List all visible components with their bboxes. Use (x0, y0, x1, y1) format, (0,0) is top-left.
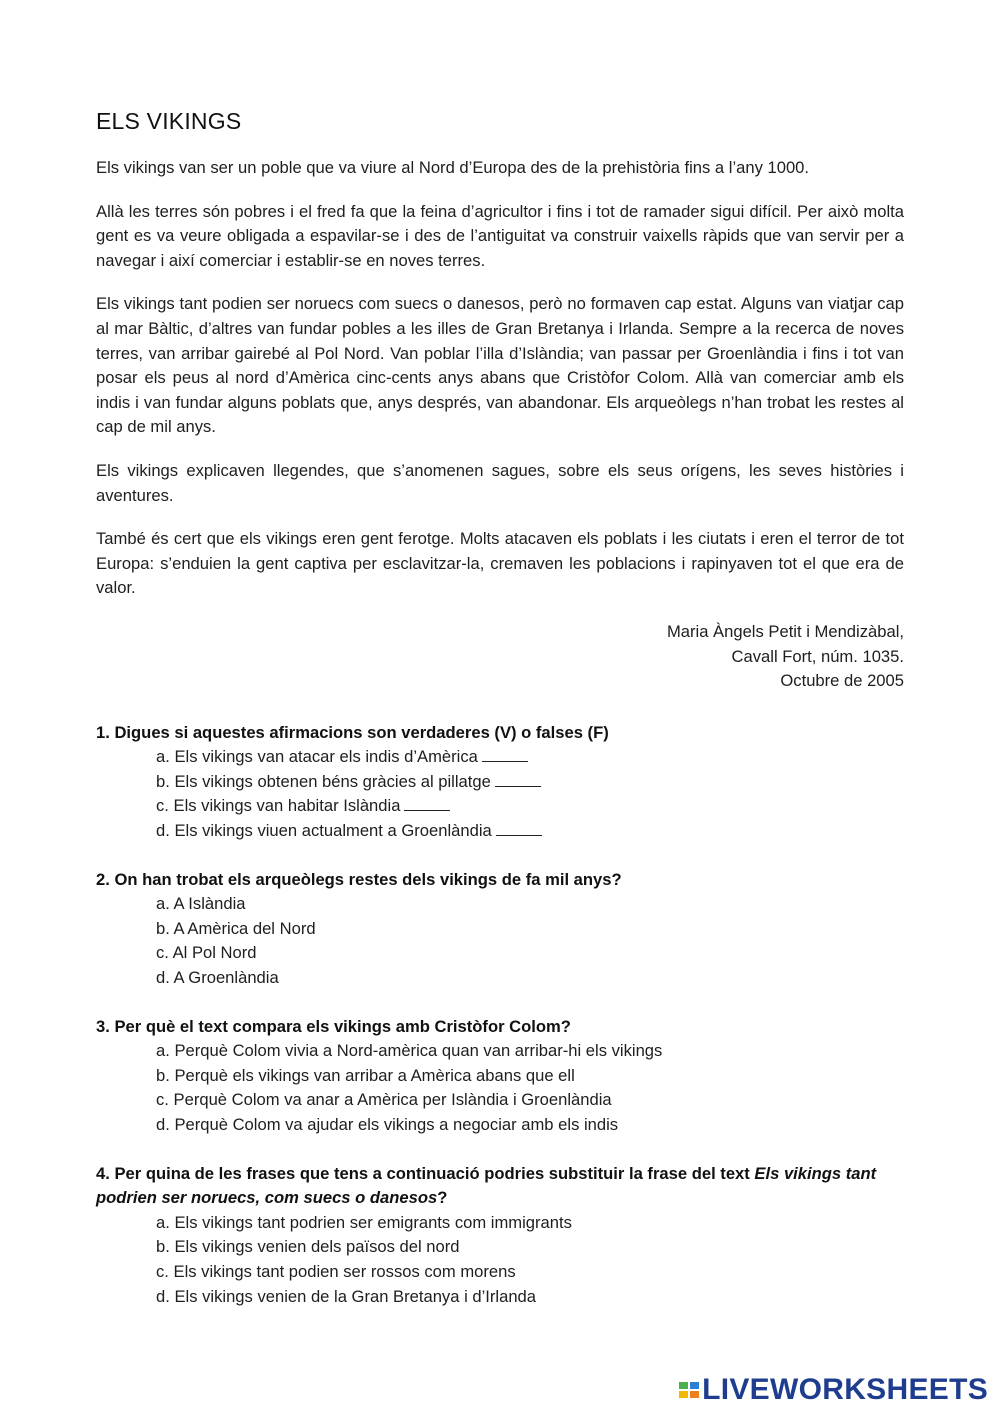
question-title: 3. Per què el text compara els vikings amb Cristòfor Colom? (96, 1016, 571, 1036)
option-item[interactable]: b. A Amèrica del Nord (156, 918, 316, 938)
question-4 (96, 1162, 904, 1310)
answer-blank[interactable] (404, 796, 450, 811)
answer-blank[interactable] (495, 772, 541, 787)
paragraph-2: Allà les terres són pobres i el fred fa que la feina d’agricultor i fins i tot de ramader sigui difícil. Per això molta gent es va veure obligada a espavilar-se i des de l’antiguitat va construir vaixells ràpids que van servir per a navegar i així comerciar i establir-se en noves terres. (96, 201, 904, 270)
option-item (156, 770, 904, 795)
option-text: d. Els vikings viuen actualment a Groenlàndia (156, 821, 492, 841)
logo-text: LIVEWORKSHEETS (702, 1373, 988, 1406)
signature-source: Cavall Fort, núm. 1035. (731, 646, 904, 666)
paragraph-5: També és cert que els vikings eren gent ferotge. Molts atacaven els poblats i les ciutats i eren el terror de tot Europa: s’enduien la gent captiva per esclavitzar-la, cremaven les poblacions i rapinyaven tot el que era de valor. (96, 529, 904, 598)
paragraph-4: Els vikings explicaven llegendes, que s’anomenen sagues, sobre els seus orígens, les seves històries i aventures. (96, 460, 904, 505)
option-item[interactable]: a. Els vikings tant podrien ser emigrants com immigrants (156, 1212, 572, 1232)
signature-block (96, 620, 904, 694)
option-item[interactable]: d. Els vikings venien de la Gran Bretanya i d’Irlanda (156, 1286, 537, 1306)
option-item[interactable]: b. Els vikings venien dels països del nord (156, 1237, 460, 1257)
options-list (96, 1039, 904, 1137)
page-title: ELS VIKINGS (96, 108, 242, 134)
option-text: c. Els vikings van habitar Islàndia (156, 796, 401, 816)
paragraph-3: Els vikings tant podien ser noruecs com suecs o danesos, però no formaven cap estat. Alguns van viatjar cap al mar Bàltic, d’altres van fundar pobles a les illes de Gran Bretanya i Irlanda. Sempre a la recerca de noves terres, van arribar gairebé al Pol Nord. Van poblar l’illa d’Islàndia; van passar per Groenlàndia i fins i tot van posar els peus al nord d’Amèrica cinc-cents anys abans que Cristòfor Colom. Allà van comerciar amb els indis i van fundar alguns poblats que, anys després, van abandonar. Els arqueòlegs n’han trobat les restes al cap de mil anys. (96, 294, 904, 437)
question-title-start: 4. Per quina de les frases que tens a continuació podries substituir la frase del text (96, 1163, 755, 1183)
signature-author: Maria Àngels Petit i Mendizàbal, (666, 621, 904, 641)
question-title: 2. On han trobat els arqueòlegs restes dels vikings de fa mil anys? (96, 869, 622, 889)
option-item[interactable]: c. Perquè Colom va anar a Amèrica per Islàndia i Groenlàndia (156, 1090, 612, 1110)
option-item (156, 819, 904, 844)
worksheet-page (96, 108, 904, 1333)
question-title (96, 1162, 904, 1211)
option-item (156, 794, 904, 819)
option-item[interactable]: a. Perquè Colom vivia a Nord-amèrica quan van arribar-hi els vikings (156, 1041, 663, 1061)
option-item[interactable]: a. A Islàndia (156, 894, 246, 914)
paragraph-1: Els vikings van ser un poble que va viure al Nord d’Europa des de la prehistòria fins a l’any 1000. (96, 158, 810, 177)
liveworksheets-logo (679, 1372, 988, 1408)
question-3 (96, 1015, 904, 1138)
option-item[interactable]: c. Al Pol Nord (156, 943, 257, 963)
option-item[interactable]: b. Perquè els vikings van arribar a Amèrica abans que ell (156, 1065, 575, 1085)
option-item[interactable]: d. Perquè Colom va ajudar els vikings a negociar amb els indis (156, 1115, 619, 1134)
option-item (156, 745, 904, 770)
question-title-italic: Els vikings tant podrien ser noruecs, com suecs o danesos (96, 1163, 877, 1208)
option-text: b. Els vikings obtenen béns gràcies al pillatge (156, 771, 491, 791)
answer-blank[interactable] (482, 747, 528, 762)
options-list (96, 892, 904, 990)
option-item[interactable]: d. A Groenlàndia (156, 968, 279, 988)
options-list (96, 745, 904, 843)
options-list (96, 1211, 904, 1309)
question-1 (96, 721, 904, 844)
question-title-end: ? (437, 1188, 448, 1208)
live-blocks-icon (679, 1382, 699, 1398)
question-2 (96, 868, 904, 991)
option-text: a. Els vikings van atacar els indis d’Amèrica (156, 747, 478, 767)
answer-blank[interactable] (496, 821, 542, 836)
question-title: 1. Digues si aquestes afirmacions son verdaderes (V) o falses (F) (96, 722, 609, 742)
signature-date: Octubre de 2005 (780, 671, 904, 691)
option-item[interactable]: c. Els vikings tant podien ser rossos com morens (156, 1261, 516, 1281)
